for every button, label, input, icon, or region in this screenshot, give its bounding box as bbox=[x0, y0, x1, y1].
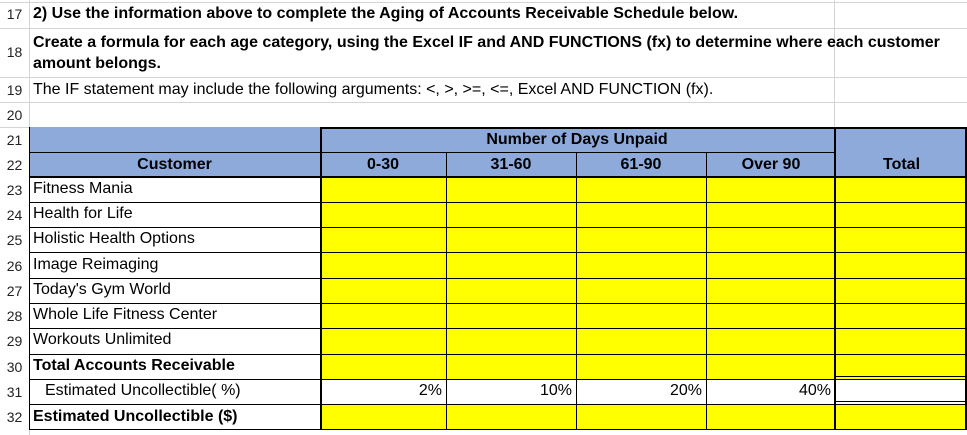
pct-31-60[interactable]: 10% bbox=[539, 382, 572, 399]
estimated-dollar-input-cells[interactable] bbox=[320, 405, 834, 430]
customer-name[interactable]: Whole Life Fitness Center bbox=[33, 306, 218, 323]
column-header-31-60[interactable]: 31-60 bbox=[490, 156, 532, 173]
total-accounts-receivable-label[interactable]: Total Accounts Receivable bbox=[33, 357, 235, 374]
row-number-20[interactable]: 20 bbox=[6, 107, 23, 123]
estimated-uncollectible-pct-label[interactable]: Estimated Uncollectible( %) bbox=[45, 382, 241, 399]
row-number-32[interactable]: 32 bbox=[6, 409, 23, 425]
customer-name[interactable]: Workouts Unlimited bbox=[33, 331, 172, 348]
total-header[interactable]: Total bbox=[882, 156, 921, 173]
row-number-28[interactable]: 28 bbox=[6, 308, 23, 324]
row-number-22[interactable]: 22 bbox=[6, 157, 23, 173]
row-number-31[interactable]: 31 bbox=[6, 384, 23, 400]
instruction-line-18b: amount belongs. bbox=[33, 55, 161, 72]
customer-name[interactable]: Holistic Health Options bbox=[33, 230, 195, 247]
days-unpaid-header[interactable]: Number of Days Unpaid bbox=[486, 131, 668, 148]
customer-name[interactable]: Health for Life bbox=[33, 205, 133, 222]
row-number-27[interactable]: 27 bbox=[6, 283, 23, 299]
row-number-19[interactable]: 19 bbox=[6, 82, 23, 98]
estimated-uncollectible-dollar-label[interactable]: Estimated Uncollectible ($) bbox=[33, 408, 238, 425]
row-number-18[interactable]: 18 bbox=[6, 44, 23, 60]
row-number-24[interactable]: 24 bbox=[6, 207, 23, 223]
pct-61-90[interactable]: 20% bbox=[669, 382, 702, 399]
instruction-line-18a[interactable]: Create a formula for each age category, using the Excel IF and AND FUNCTIONS (fx) to determine where each customer bbox=[33, 34, 940, 51]
customer-header[interactable]: Customer bbox=[137, 156, 212, 173]
row-number-21[interactable]: 21 bbox=[6, 132, 23, 148]
row-number-17[interactable]: 17 bbox=[6, 6, 23, 22]
row-number-25[interactable]: 25 bbox=[6, 232, 23, 248]
row-number-23[interactable]: 23 bbox=[6, 182, 23, 198]
instruction-line-17[interactable]: 2) Use the information above to complete the Aging of Accounts Receivable Schedule below. bbox=[33, 5, 739, 22]
customer-name[interactable]: Fitness Mania bbox=[33, 180, 133, 197]
estimated-dollar-total-cell[interactable] bbox=[836, 405, 967, 430]
row-number-30[interactable]: 30 bbox=[6, 359, 23, 375]
customer-name[interactable]: Image Reimaging bbox=[33, 256, 159, 273]
column-header-61-90[interactable]: 61-90 bbox=[620, 156, 662, 173]
row-number-29[interactable]: 29 bbox=[6, 333, 23, 349]
column-header-over-90[interactable]: Over 90 bbox=[741, 156, 801, 173]
pct-over-90[interactable]: 40% bbox=[798, 382, 831, 399]
column-header-0-30[interactable]: 0-30 bbox=[366, 156, 400, 173]
instruction-line-19[interactable]: The IF statement may include the following arguments: <, >, >=, <=, Excel AND FUNCTION (fx). bbox=[33, 81, 714, 98]
pct-0-30[interactable]: 2% bbox=[418, 382, 442, 399]
row-number-26[interactable]: 26 bbox=[6, 258, 23, 274]
customer-name[interactable]: Today's Gym World bbox=[33, 281, 171, 298]
